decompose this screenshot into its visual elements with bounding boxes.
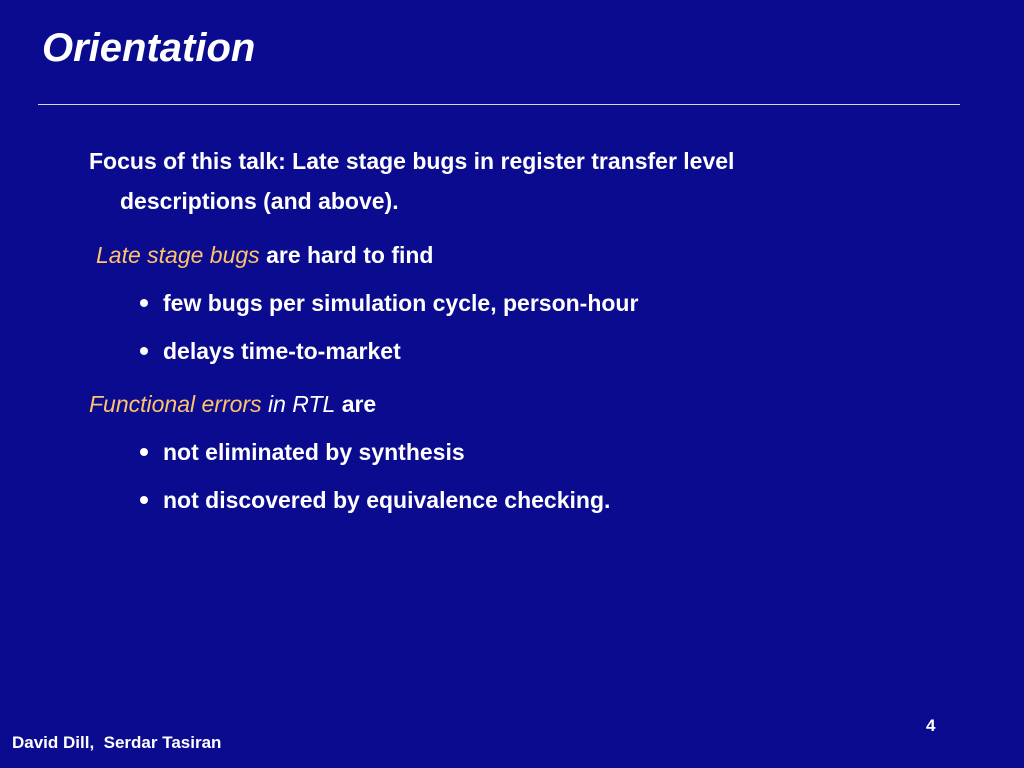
list-item: [140, 338, 401, 365]
bullet-icon: [140, 448, 148, 456]
late-stage-highlight: Late stage bugs: [96, 242, 260, 268]
functional-heading: [89, 391, 376, 418]
bullet-text: few bugs per simulation cycle, person-hour: [163, 290, 639, 316]
focus-line-1: Focus of this talk: Late stage bugs in register transfer level: [89, 148, 735, 174]
list-item: [140, 439, 465, 466]
page-number: 4: [926, 716, 936, 735]
bullet-text: delays time-to-market: [163, 338, 401, 364]
bullet-icon: [140, 347, 148, 355]
list-item: [140, 290, 638, 317]
bullet-icon: [140, 496, 148, 504]
title-divider: [38, 104, 960, 105]
functional-italic: in RTL: [267, 391, 336, 417]
focus-line-2: descriptions (and above).: [120, 188, 399, 214]
functional-highlight: Functional errors: [89, 391, 262, 417]
late-stage-rest: are hard to find: [266, 242, 434, 268]
list-item: [140, 487, 610, 514]
bullet-icon: [140, 299, 148, 307]
late-stage-heading: [96, 242, 433, 269]
functional-rest: are: [341, 391, 377, 417]
slide-title: Orientation: [42, 26, 256, 70]
bullet-text: not discovered by equivalence checking.: [163, 487, 611, 513]
bullet-text: not eliminated by synthesis: [163, 439, 465, 465]
footer-authors: David Dill, Serdar Tasiran: [12, 733, 222, 752]
